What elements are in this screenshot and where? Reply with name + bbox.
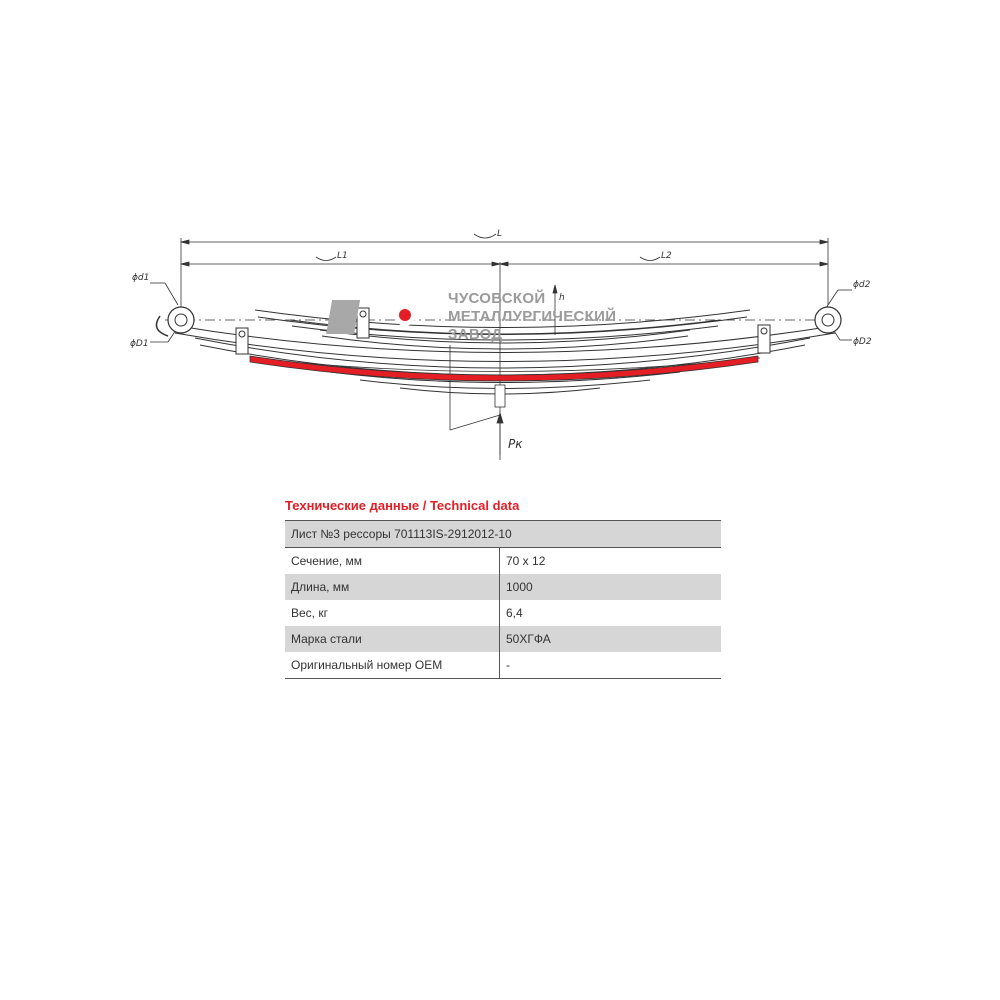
- label-h: h: [559, 293, 565, 303]
- row-label: Вес, кг: [285, 600, 500, 626]
- table-row: [285, 548, 721, 575]
- table-header-cell: Лист №3 рессоры 701113IS-2912012-10: [285, 521, 721, 548]
- row-value: 1000: [500, 574, 722, 600]
- technical-data-title: Технические данные / Technical data: [285, 498, 520, 513]
- row-value: 70 х 12: [506, 554, 546, 568]
- technical-data-table: [285, 520, 721, 679]
- label-load: Pк: [508, 437, 523, 451]
- label-overall-length: L: [497, 229, 503, 239]
- table-row: [285, 600, 721, 626]
- table-row: [285, 652, 721, 679]
- highlighted-leaf: [250, 356, 758, 381]
- row-label: Марка стали: [285, 626, 500, 652]
- row-value: 50ХГФА: [500, 626, 722, 652]
- right-eye: [815, 307, 841, 333]
- table-row: [285, 626, 721, 652]
- logo-line-2: МЕТАЛЛУРГИЧЕСКИЙ: [448, 308, 617, 325]
- table-header-row: [285, 521, 721, 548]
- row-value: 6,4: [506, 606, 523, 620]
- label-D1: ϕD1: [130, 339, 149, 349]
- label-D2: ϕD2: [853, 337, 872, 347]
- label-d2: ϕd2: [853, 280, 871, 290]
- row-value: -: [500, 652, 722, 679]
- logo-line-1: ЧУСОВСКОЙ: [448, 290, 546, 307]
- label-d1: ϕd1: [132, 273, 150, 283]
- center-bolt: [495, 385, 505, 407]
- label-right-length: L2: [661, 251, 672, 261]
- leaf-spring-drawing: [0, 0, 1000, 480]
- row-label: Длина, мм: [285, 574, 500, 600]
- dimension-lines: [150, 234, 852, 460]
- table-row: [285, 574, 721, 600]
- left-eye: [156, 307, 194, 336]
- row-label: Сечение, мм: [285, 548, 500, 575]
- logo-line-3: ЗАВОД: [448, 326, 503, 343]
- label-left-length: L1: [337, 251, 348, 261]
- row-label: Оригинальный номер OEM: [285, 652, 500, 679]
